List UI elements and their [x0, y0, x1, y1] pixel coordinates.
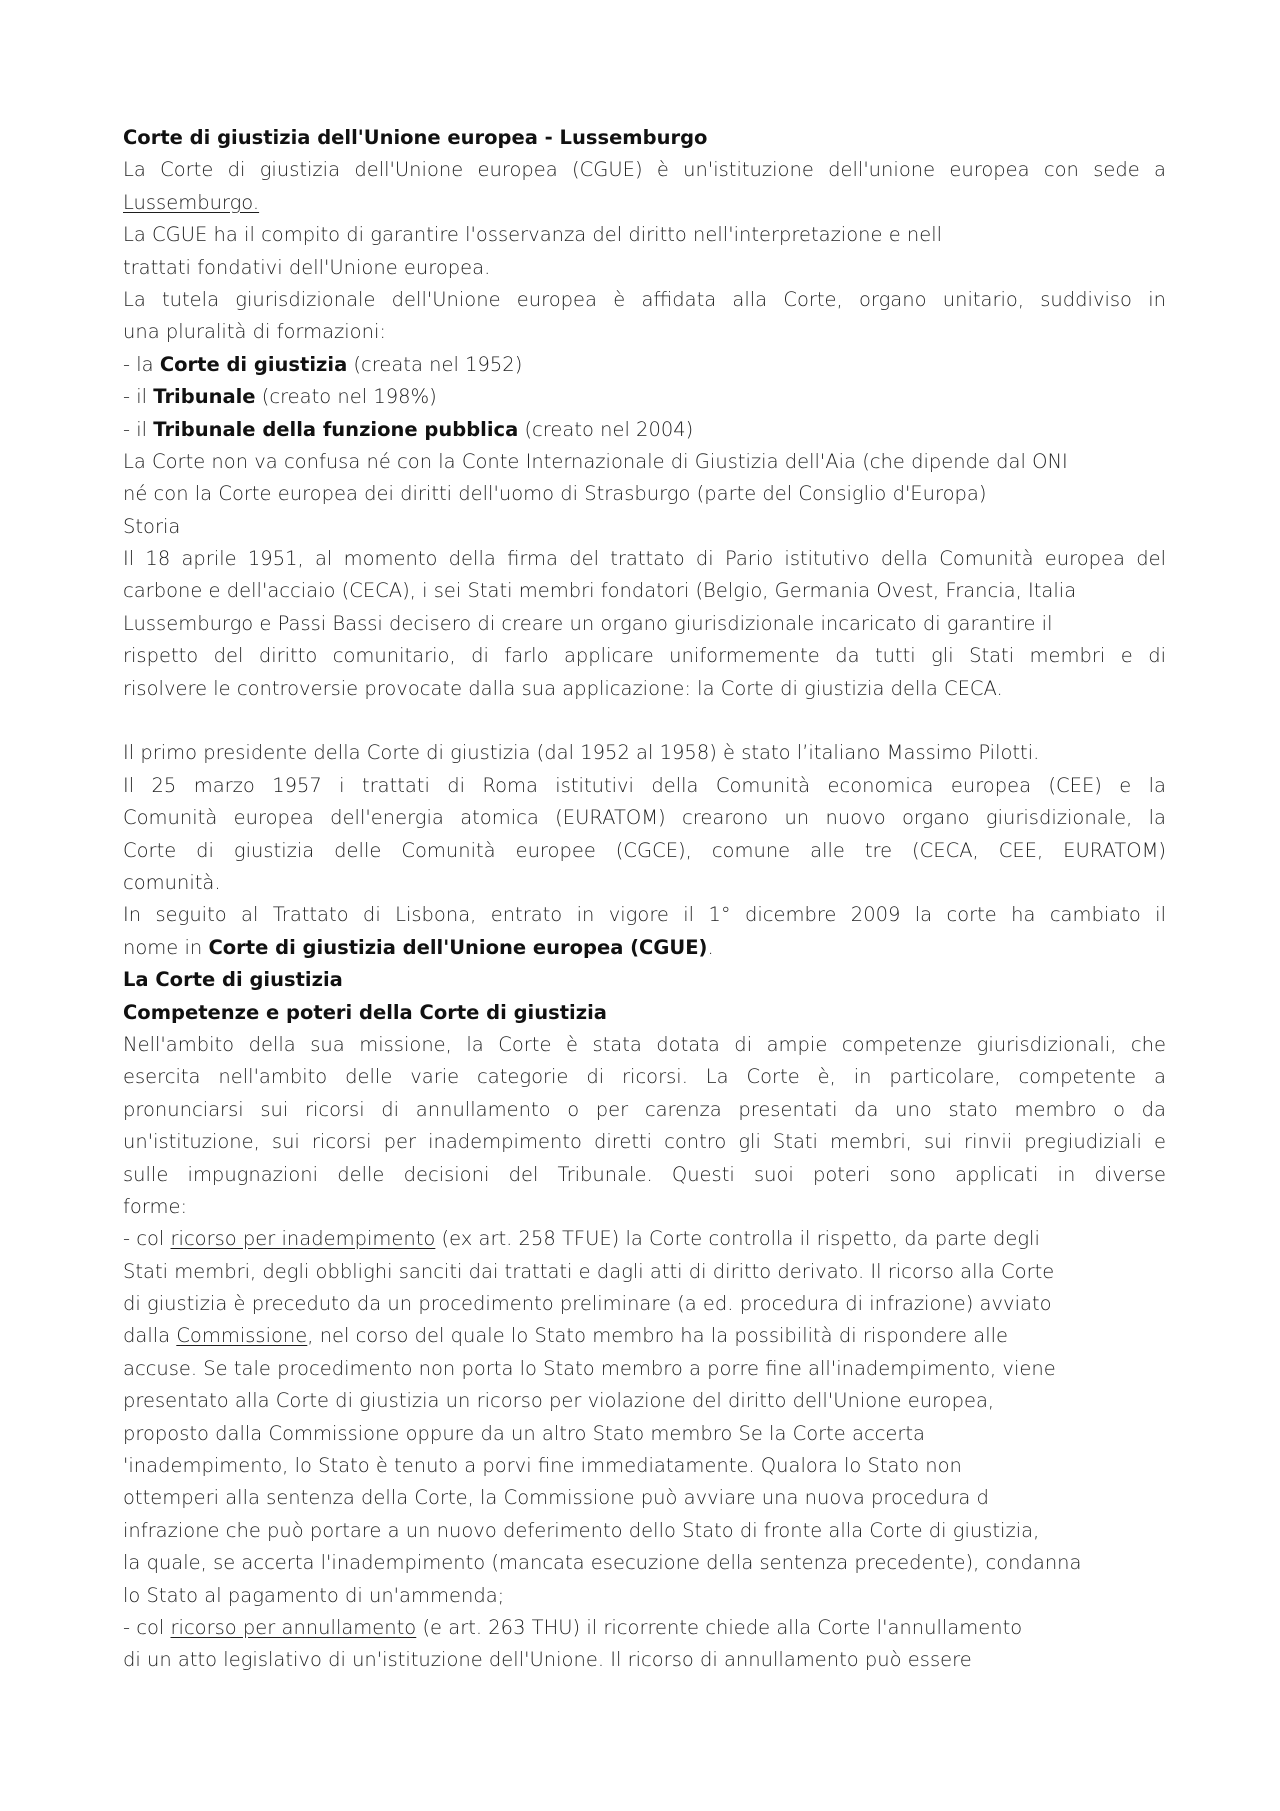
paragraph-line: né con la Corte europea dei diritti dell'uomo di Strasburgo (parte del Consiglio d'Europa) — [123, 482, 987, 506]
ricorso-inadempimento-link[interactable]: ricorso per inadempimento — [170, 1227, 436, 1251]
paragraph-line: Corte di giustizia delle Comunità europee (CGCE), comune alle tre (CECA, CEE, EURATOM) — [123, 838, 1166, 862]
paragraph-line: trattati fondativi dell'Unione europea. — [123, 255, 491, 279]
paragraph-line: una pluralità di formazioni: — [123, 320, 386, 344]
list-item: - il Tribunale della funzione pubblica (creato nel 2004) — [123, 417, 694, 441]
paragraph-line: proposto dalla Commissione oppure da un altro Stato membro Se la Corte accerta — [123, 1421, 926, 1445]
lussemburgo-link[interactable]: Lussemburgo. — [123, 190, 260, 214]
paragraph-gap — [123, 705, 1166, 737]
list-item: - il Tribunale (creato nel 198%) — [123, 385, 437, 409]
paragraph-line: di giustizia è preceduto da un procedimento preliminare (a ed. procedura di infrazione) avviato — [123, 1292, 1052, 1316]
paragraph-line: In seguito al Trattato di Lisbona, entrato in vigore il 1° dicembre 2009 la corte ha cambiato il — [123, 903, 1166, 927]
paragraph-line: dalla Commissione, nel corso del quale lo Stato membro ha la possibilità di rispondere alle — [123, 1324, 1009, 1348]
paragraph-line: esercita nell'ambito delle varie categorie di ricorsi. La Corte è, in particolare, competente a — [123, 1065, 1166, 1089]
section-heading: La Corte di giustizia — [123, 968, 343, 992]
document-title: Corte di giustizia dell'Unione europea - Lussemburgo — [123, 126, 708, 149]
paragraph-line: Lussemburgo e Passi Bassi decisero di creare un organo giurisdizionale incaricato di garantire il — [123, 611, 1053, 635]
paragraph-line: un'istituzione, sui ricorsi per inadempimento diretti contro gli Stati membri, sui rinvii pregiudiziali e — [123, 1130, 1166, 1154]
paragraph-line: infrazione che può portare a un nuovo deferimento dello Stato di fronte alla Corte di giustizia, — [123, 1518, 1040, 1542]
paragraph-line: La CGUE ha il compito di garantire l'osservanza del diritto nell'interpretazione e nell — [123, 223, 943, 247]
paragraph-line: Il 18 aprile 1951, al momento della firma del trattato di Pario istitutivo della Comunità europea del — [123, 547, 1166, 571]
document-page — [123, 122, 1166, 1677]
paragraph-line: Stati membri, degli obblighi sanciti dai trattati e dagli atti di diritto derivato. Il ricorso alla Corte — [123, 1259, 1055, 1283]
paragraph-line: comunità. — [123, 870, 221, 894]
paragraph-line: forme: — [123, 1194, 188, 1218]
paragraph-line: lo Stato al pagamento di un'ammenda; — [123, 1583, 505, 1607]
paragraph-line: di un atto legislativo di un'istituzione dell'Unione. Il ricorso di annullamento può essere — [123, 1648, 972, 1672]
paragraph-line: la quale, se accerta l'inadempimento (mancata esecuzione della sentenza precedente), condanna — [123, 1551, 1082, 1575]
paragraph-line: rispetto del diritto comunitario, di farlo applicare uniformemente da tutti gli Stati membri e di — [123, 644, 1166, 668]
paragraph-line: - col ricorso per inadempimento (ex art. 258 TFUE) la Corte controlla il rispetto, da parte degli — [123, 1227, 1040, 1251]
paragraph-line: La Corte di giustizia dell'Unione europea (CGUE) è un'istituzione dell'unione europea con sede a — [123, 158, 1166, 182]
subsection-heading: Competenze e poteri della Corte di giustizia — [123, 1000, 607, 1024]
paragraph-line: accuse. Se tale procedimento non porta lo Stato membro a porre fine all'inadempimento, viene — [123, 1356, 1056, 1380]
paragraph-line: presentato alla Corte di giustizia un ricorso per violazione del diritto dell'Unione europea, — [123, 1389, 995, 1413]
paragraph-line: Il 25 marzo 1957 i trattati di Roma istitutivi della Comunità economica europea (CEE) e la — [123, 773, 1166, 797]
paragraph-line: sulle impugnazioni delle decisioni del Tribunale. Questi suoi poteri sono applicati in diverse — [123, 1162, 1166, 1186]
ricorso-annullamento-link[interactable]: ricorso per annullamento — [170, 1615, 417, 1639]
section-label-storia: Storia — [123, 514, 181, 538]
paragraph-line: La tutela giurisdizionale dell'Unione europea è affidata alla Corte, organo unitario, suddiviso in — [123, 287, 1166, 311]
paragraph-line: Nell'ambito della sua missione, la Corte è stata dotata di ampie competenze giurisdizionali, che — [123, 1032, 1166, 1056]
commissione-link[interactable]: Commissione — [176, 1324, 308, 1348]
paragraph-line: risolvere le controversie provocate dalla sua applicazione: la Corte di giustizia della CECA. — [123, 676, 1003, 700]
paragraph-line: nome in Corte di giustizia dell'Unione europea (CGUE). — [123, 935, 714, 959]
paragraph-line: - col ricorso per annullamento (e art. 263 THU) il ricorrente chiede alla Corte l'annullamento — [123, 1615, 1023, 1639]
paragraph-line: pronunciarsi sui ricorsi di annullamento o per carenza presentati da uno stato membro o da — [123, 1097, 1166, 1121]
paragraph-line: carbone e dell'acciaio (CECA), i sei Stati membri fondatori (Belgio, Germania Ovest, Francia, Italia — [123, 579, 1077, 603]
paragraph-line: Il primo presidente della Corte di giustizia (dal 1952 al 1958) è stato l’italiano Massimo Pilotti. — [123, 741, 1040, 765]
list-item: - la Corte di giustizia (creata nel 1952) — [123, 352, 523, 376]
paragraph-line: ottemperi alla sentenza della Corte, la Commissione può avviare una nuova procedura d — [123, 1486, 989, 1510]
paragraph-line: 'inadempimento, lo Stato è tenuto a porvi fine immediatamente. Qualora lo Stato non — [123, 1454, 962, 1478]
paragraph-line: Comunità europea dell'energia atomica (EURATOM) crearono un nuovo organo giurisdizionale, la — [123, 806, 1166, 830]
paragraph-line: La Corte non va confusa né con la Conte Internazionale di Giustizia dell'Aia (che dipende dal ONI — [123, 449, 1068, 473]
paragraph-line — [123, 187, 1166, 219]
